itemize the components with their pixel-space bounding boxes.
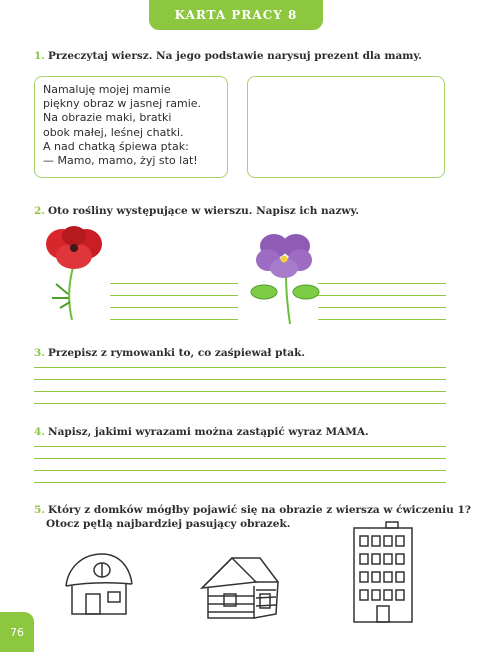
cottage-icon[interactable] [60, 548, 136, 620]
poem-line: obok małej, leśnej chatki. [43, 125, 184, 139]
answer-line[interactable] [34, 470, 446, 471]
answer-line[interactable] [318, 295, 446, 296]
task-5-text-line1: Który z domków mógłby pojawić się na obrazie z wiersza w ćwiczeniu 1? [47, 504, 471, 516]
task-3-instruction [34, 346, 305, 360]
pansy-icon [248, 232, 320, 326]
task-1-instruction [34, 49, 422, 63]
answer-line[interactable] [34, 391, 446, 392]
task-5-number: 5. [34, 504, 45, 516]
poem-line: piękny obraz w jasnej ramie. [43, 97, 202, 111]
task-5-text-line2: Otocz pętlą najbardziej pasujący obrazek. [46, 518, 291, 530]
task-3-text: Przepisz z rymowanki to, co zaśpiewał ptak. [47, 347, 306, 359]
task-2-instruction [34, 204, 359, 218]
task-1-number: 1. [34, 50, 45, 62]
log-cabin-icon[interactable] [198, 552, 282, 622]
answer-line[interactable] [34, 458, 446, 459]
poem-line: — Mamo, mamo, żyj sto lat! [43, 154, 198, 168]
answer-line[interactable] [318, 307, 446, 308]
apartment-block-icon[interactable] [350, 520, 416, 624]
task-4-text: Napisz, jakimi wyrazami można zastąpić wyraz MAMA. [47, 426, 369, 438]
poem-box [34, 76, 228, 178]
task-2-number: 2. [34, 205, 45, 217]
answer-line[interactable] [318, 319, 446, 320]
answer-line[interactable] [34, 403, 446, 404]
page-number: 76 [0, 612, 34, 652]
drawing-area[interactable] [247, 76, 445, 178]
task-4-instruction [34, 425, 369, 439]
poem-line: Namaluję mojej mamie [43, 83, 171, 96]
answer-line[interactable] [34, 446, 446, 447]
answer-line[interactable] [34, 367, 446, 368]
answer-line[interactable] [318, 283, 446, 284]
poppy-icon [38, 222, 108, 322]
task-1-text: Przeczytaj wiersz. Na jego podstawie narysuj prezent dla mamy. [47, 50, 422, 62]
poem-line: Na obrazie maki, bratki [43, 111, 172, 125]
answer-line[interactable] [34, 379, 446, 380]
answer-line[interactable] [110, 319, 238, 320]
answer-line[interactable] [110, 283, 238, 284]
answer-line[interactable] [110, 307, 238, 308]
answer-line[interactable] [34, 482, 446, 483]
task-2-text: Oto rośliny występujące w wierszu. Napisz ich nazwy. [47, 205, 360, 217]
poem-line: A nad chatką śpiewa ptak: [43, 139, 189, 153]
worksheet-title: KARTA PRACY 8 [149, 0, 323, 30]
task-4-number: 4. [34, 426, 45, 438]
task-3-number: 3. [34, 347, 45, 359]
answer-line[interactable] [110, 295, 238, 296]
